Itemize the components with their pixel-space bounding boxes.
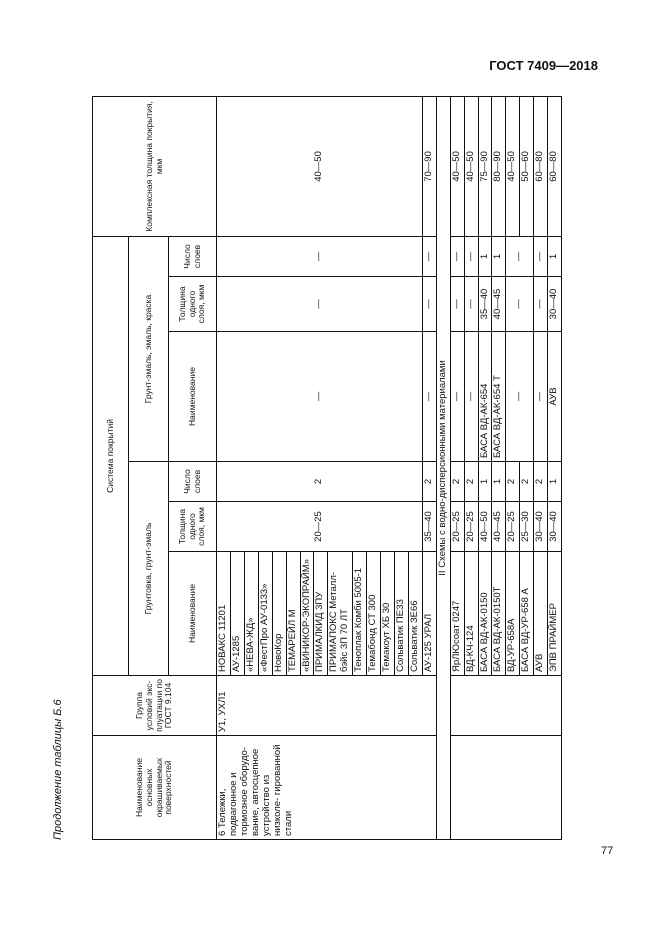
enamel-layers: —: [506, 236, 534, 276]
primer-name: «НЕВА-ЖД»: [244, 552, 258, 676]
enamel-thickness: —: [422, 277, 436, 332]
total-thickness: 60—80: [534, 96, 548, 236]
table-caption: Продолжение таблицы Б.6: [52, 699, 64, 840]
total-thickness: 75—90: [478, 96, 492, 236]
enamel-name: —: [534, 332, 548, 462]
primer-layers: 2: [217, 462, 423, 502]
enamel-layers: —: [534, 236, 548, 276]
primer-name: ЭПВ ПРАЙМЕР: [548, 552, 562, 676]
enamel-layers: —: [464, 236, 478, 276]
enamel-name: —: [506, 332, 534, 462]
enamel-thickness: 40—45: [492, 277, 506, 332]
enamel-name: АУВ: [548, 332, 562, 462]
primer-layers: 2: [506, 462, 520, 502]
primer-thickness: 30—40: [534, 502, 548, 552]
primer-layers: 2: [534, 462, 548, 502]
primer-layers: 1: [492, 462, 506, 502]
primer-thickness: 35—40: [422, 502, 436, 552]
enamel-name: —: [422, 332, 436, 462]
enamel-layers: —: [422, 236, 436, 276]
primer-name: ЯрЛЮсоат 0247: [450, 552, 464, 676]
primer-name: ПРИМАПОКС Металл- бэйс 3П 70 ЛТ: [328, 552, 353, 676]
group-cell: У1, УХЛ1: [217, 676, 437, 736]
primer-name: АУ-1285: [230, 552, 244, 676]
col-enamel-layers-header: Число слоев: [169, 236, 217, 276]
primer-name: НОВАКС 11201: [217, 552, 231, 676]
primer-name: АУ-125 УРАЛ: [422, 552, 436, 676]
primer-name: БАСА ВД-АК-0150: [478, 552, 492, 676]
coating-systems-table: [92, 96, 562, 840]
primer-name: ВД-УР-658А: [506, 552, 520, 676]
col-surface-header: Наименование основных окрашиваемых поверхностей: [93, 736, 217, 840]
col-enamel-thickness-header: Толщина одного слоя, мкм: [169, 277, 217, 332]
enamel-thickness: 35—40: [478, 277, 492, 332]
page-number: 77: [601, 845, 614, 857]
primer-thickness: 20—25: [464, 502, 478, 552]
primer-name: Сольватик ЗЕ66: [408, 552, 422, 676]
primer-name: БАСА ВД-АК-0150Т: [492, 552, 506, 676]
primer-layers: 1: [548, 462, 562, 502]
col-enamel-name-header: Наименование: [169, 332, 217, 462]
enamel-layers: 1: [478, 236, 492, 276]
col-group-header: Группа условий экс- плуатации по ГОСТ 9.104: [93, 676, 217, 736]
enamel-thickness: —: [450, 277, 464, 332]
enamel-layers: —: [450, 236, 464, 276]
enamel-name: БАСА ВД-АК-654: [478, 332, 492, 462]
primer-name: НовоКор: [272, 552, 286, 676]
primer-name: Темакоут ХБ 30: [381, 552, 395, 676]
primer-thickness: 40—45: [492, 502, 506, 552]
enamel-layers: 1: [492, 236, 506, 276]
rotated-table-container: [92, 97, 564, 840]
primer-layers: 2: [520, 462, 534, 502]
primer-thickness: 20—25: [506, 502, 520, 552]
primer-thickness: 30—40: [548, 502, 562, 552]
total-thickness: 70—90: [422, 96, 436, 236]
primer-name: «ВИНИКОР-ЭКОПРАЙМ»: [300, 552, 314, 676]
primer-name: ПРИМАЛКИД 3ПУ: [314, 552, 328, 676]
primer-name: Темабонд СТ 300: [367, 552, 381, 676]
col-system-header: Система покрытий: [93, 236, 129, 675]
enamel-name: БАСА ВД-АК-654 Т: [492, 332, 506, 462]
enamel-thickness: 30—40: [548, 277, 562, 332]
primer-name: ВД-КЧ-124: [464, 552, 478, 676]
total-thickness: 80—90: [492, 96, 506, 236]
primer-layers: 2: [464, 462, 478, 502]
enamel-thickness: —: [506, 277, 534, 332]
primer-thickness: 20—25: [450, 502, 464, 552]
enamel-name: —: [450, 332, 464, 462]
primer-name: АУВ: [534, 552, 548, 676]
col-primer-thickness-header: Толщина одного слоя, мкм: [169, 502, 217, 552]
primer-name: Сольватик ПЕЗ3: [394, 552, 408, 676]
total-thickness: 40—50: [464, 96, 478, 236]
enamel-thickness: —: [217, 277, 423, 332]
surface-cell: 6 Тележки, подвагонное и тормозное оборудо- вание, автосцепное устройство из низколе- гированной стали: [217, 736, 437, 840]
enamel-name: —: [217, 332, 423, 462]
primer-name: Теноплак Комби 5005-1: [353, 552, 367, 676]
total-thickness: 40—50: [506, 96, 520, 236]
col-primer-group-header: Грунтовка, грунт-эмаль: [129, 462, 169, 676]
total-thickness: 40—50: [450, 96, 464, 236]
primer-layers: 2: [422, 462, 436, 502]
primer-layers: 2: [450, 462, 464, 502]
primer-thickness: 25—30: [520, 502, 534, 552]
primer-layers: 1: [478, 462, 492, 502]
col-total-header: Комплексная толщина покрытия, мкм: [93, 96, 217, 236]
primer-name: ТЕМАРЕЙЛ М: [286, 552, 300, 676]
primer-thickness: 40—50: [478, 502, 492, 552]
total-thickness: 40—50: [217, 96, 423, 236]
total-thickness: 60—80: [548, 96, 562, 236]
primer-name: БАСА ВД-УР-658 А: [520, 552, 534, 676]
col-primer-layers-header: Число слоев: [169, 462, 217, 502]
col-primer-name-header: Наименование: [169, 552, 217, 676]
primer-name: «ФестПро АУ-0133»: [258, 552, 272, 676]
enamel-thickness: —: [534, 277, 548, 332]
total-thickness: 50—60: [520, 96, 534, 236]
primer-thickness: 20—25: [217, 502, 423, 552]
document-header: ГОСТ 7409—2018: [489, 58, 598, 73]
section-title: II Схемы с водно-дисперсионными материалами: [436, 96, 450, 839]
group-cell-empty: [450, 676, 561, 736]
enamel-layers: —: [217, 236, 423, 276]
enamel-name: —: [464, 332, 478, 462]
enamel-layers: 1: [548, 236, 562, 276]
enamel-thickness: —: [464, 277, 478, 332]
surface-cell-empty: [450, 736, 561, 840]
col-enamel-group-header: Грунт-эмаль, эмаль, краска: [129, 236, 169, 461]
